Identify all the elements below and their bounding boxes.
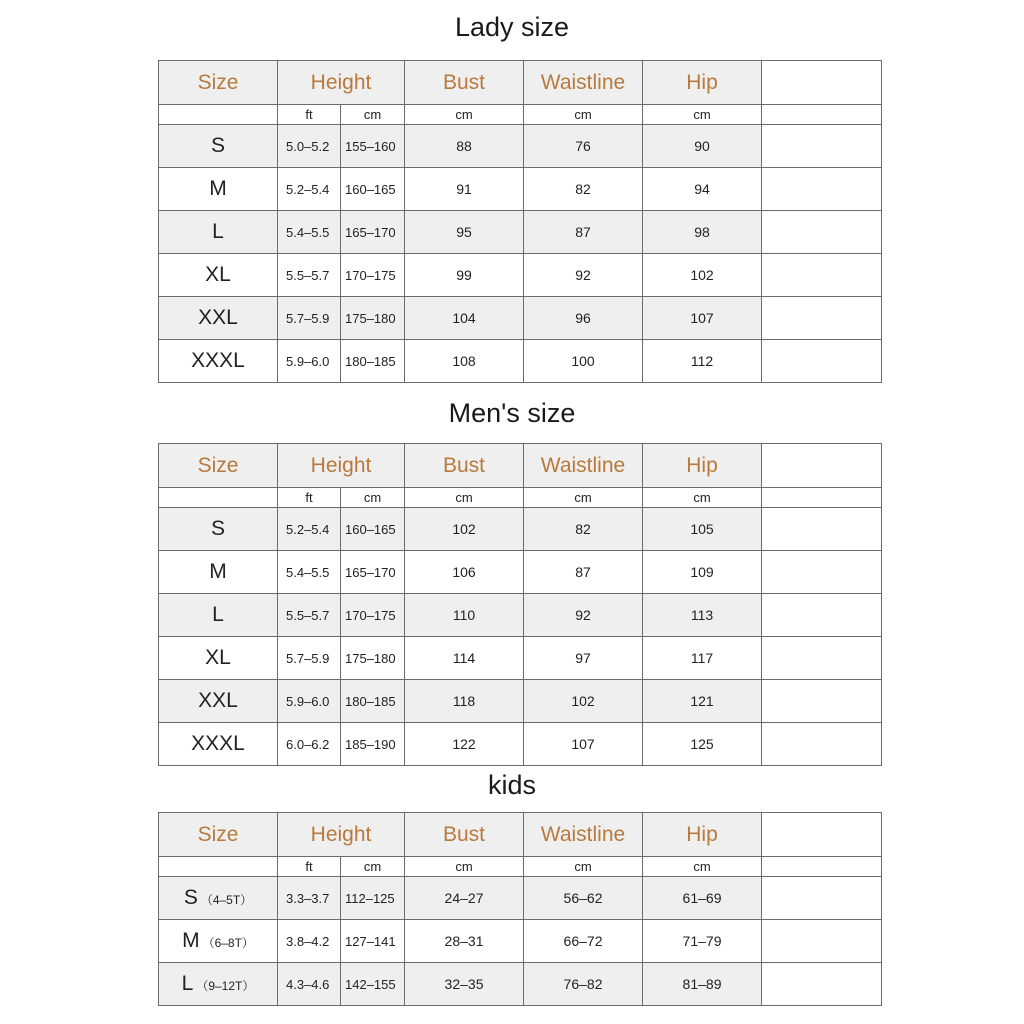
age-range: （6–8T） xyxy=(202,936,254,950)
waist-value: 97 xyxy=(524,637,643,680)
bust-header: Bust xyxy=(405,444,524,488)
height-cm-value: 160–165 xyxy=(341,508,405,551)
unit-bust: cm xyxy=(405,105,524,125)
blank-cell xyxy=(762,680,882,723)
height-ft-value: 5.7–5.9 xyxy=(278,297,341,340)
table-row xyxy=(159,340,882,383)
waist-value: 76 xyxy=(524,125,643,168)
waist-value: 107 xyxy=(524,723,643,766)
unit-cell-blank xyxy=(159,488,278,508)
size-value xyxy=(159,877,278,920)
waist-value: 92 xyxy=(524,594,643,637)
height-ft-value: 5.4–5.5 xyxy=(278,211,341,254)
hip-value: 90 xyxy=(643,125,762,168)
table-row xyxy=(159,680,882,723)
blank-cell xyxy=(762,340,882,383)
bust-value: 95 xyxy=(405,211,524,254)
waistline-header: Waistline xyxy=(524,444,643,488)
blank-cell xyxy=(762,125,882,168)
size-letter: S xyxy=(183,886,198,909)
bust-value: 88 xyxy=(405,125,524,168)
table-row xyxy=(159,168,882,211)
unit-ft: ft xyxy=(278,488,341,508)
unit-ft: ft xyxy=(278,105,341,125)
size-value: XXXL xyxy=(159,340,278,383)
bust-value: 118 xyxy=(405,680,524,723)
blank-cell xyxy=(762,637,882,680)
hip-value: 81–89 xyxy=(643,963,762,1006)
height-header: Height xyxy=(278,813,405,857)
bust-value: 99 xyxy=(405,254,524,297)
height-cm-value: 175–180 xyxy=(341,297,405,340)
size-letter: L xyxy=(181,972,194,995)
waist-value: 76–82 xyxy=(524,963,643,1006)
table-row xyxy=(159,551,882,594)
unit-waist: cm xyxy=(524,488,643,508)
waist-value: 82 xyxy=(524,168,643,211)
waist-value: 87 xyxy=(524,211,643,254)
height-cm-value: 185–190 xyxy=(341,723,405,766)
hip-value: 125 xyxy=(643,723,762,766)
table-row xyxy=(159,125,882,168)
size-header: Size xyxy=(159,61,278,105)
waistline-header: Waistline xyxy=(524,61,643,105)
height-cm-value: 170–175 xyxy=(341,594,405,637)
blank-cell xyxy=(762,723,882,766)
unit-bust: cm xyxy=(405,488,524,508)
lady-size-table xyxy=(158,60,882,383)
unit-cm: cm xyxy=(341,488,405,508)
height-ft-value: 3.8–4.2 xyxy=(278,920,341,963)
height-cm-value: 180–185 xyxy=(341,340,405,383)
size-value: XXL xyxy=(159,297,278,340)
section-title-men: Men's size xyxy=(448,398,576,428)
section-title-kids: kids xyxy=(487,770,536,800)
size-value: XL xyxy=(159,254,278,297)
unit-hip: cm xyxy=(643,857,762,877)
height-cm-value: 165–170 xyxy=(341,211,405,254)
unit-cell-extra xyxy=(762,105,882,125)
unit-hip: cm xyxy=(643,105,762,125)
blank-header-cell xyxy=(762,444,882,488)
bust-value: 102 xyxy=(405,508,524,551)
table-row xyxy=(159,211,882,254)
height-ft-value: 5.2–5.4 xyxy=(278,168,341,211)
height-cm-value: 165–170 xyxy=(341,551,405,594)
size-value: M xyxy=(159,168,278,211)
blank-cell xyxy=(762,211,882,254)
bust-value: 110 xyxy=(405,594,524,637)
blank-cell xyxy=(762,168,882,211)
hip-value: 61–69 xyxy=(643,877,762,920)
kids-size-table xyxy=(158,812,882,1006)
size-letter: M xyxy=(182,929,200,952)
table-row xyxy=(159,877,882,920)
table-row xyxy=(159,963,882,1006)
unit-waist: cm xyxy=(524,105,643,125)
size-value: L xyxy=(159,594,278,637)
blank-cell xyxy=(762,551,882,594)
unit-bust: cm xyxy=(405,857,524,877)
unit-cell-extra xyxy=(762,488,882,508)
section-title-lady: Lady size xyxy=(454,12,570,42)
waistline-header: Waistline xyxy=(524,813,643,857)
table-row xyxy=(159,508,882,551)
blank-cell xyxy=(762,254,882,297)
unit-row xyxy=(159,105,882,125)
height-ft-value: 6.0–6.2 xyxy=(278,723,341,766)
hip-header: Hip xyxy=(643,813,762,857)
height-ft-value: 5.2–5.4 xyxy=(278,508,341,551)
height-cm-value: 142–155 xyxy=(341,963,405,1006)
bust-value: 24–27 xyxy=(405,877,524,920)
hip-value: 94 xyxy=(643,168,762,211)
height-cm-value: 155–160 xyxy=(341,125,405,168)
bust-header: Bust xyxy=(405,61,524,105)
height-cm-value: 170–175 xyxy=(341,254,405,297)
size-value: XL xyxy=(159,637,278,680)
size-header: Size xyxy=(159,813,278,857)
height-cm-value: 180–185 xyxy=(341,680,405,723)
height-ft-value: 5.9–6.0 xyxy=(278,340,341,383)
size-value: S xyxy=(159,508,278,551)
hip-value: 102 xyxy=(643,254,762,297)
table-row xyxy=(159,723,882,766)
height-cm-value: 175–180 xyxy=(341,637,405,680)
height-ft-value: 5.5–5.7 xyxy=(278,594,341,637)
unit-cell-blank xyxy=(159,857,278,877)
height-ft-value: 5.9–6.0 xyxy=(278,680,341,723)
unit-row xyxy=(159,488,882,508)
size-value: L xyxy=(159,211,278,254)
size-value: M xyxy=(159,551,278,594)
height-ft-value: 5.0–5.2 xyxy=(278,125,341,168)
hip-value: 105 xyxy=(643,508,762,551)
unit-hip: cm xyxy=(643,488,762,508)
waist-value: 87 xyxy=(524,551,643,594)
table-row xyxy=(159,297,882,340)
header-row xyxy=(159,813,882,857)
bust-value: 106 xyxy=(405,551,524,594)
hip-value: 109 xyxy=(643,551,762,594)
hip-header: Hip xyxy=(643,61,762,105)
hip-value: 112 xyxy=(643,340,762,383)
blank-cell xyxy=(762,877,882,920)
unit-cm: cm xyxy=(341,857,405,877)
blank-cell xyxy=(762,920,882,963)
hip-value: 121 xyxy=(643,680,762,723)
waist-value: 66–72 xyxy=(524,920,643,963)
mens-size-table xyxy=(158,443,882,766)
waist-value: 82 xyxy=(524,508,643,551)
bust-value: 28–31 xyxy=(405,920,524,963)
height-header: Height xyxy=(278,444,405,488)
waist-value: 96 xyxy=(524,297,643,340)
table-row xyxy=(159,254,882,297)
unit-waist: cm xyxy=(524,857,643,877)
hip-header: Hip xyxy=(643,444,762,488)
blank-header-cell xyxy=(762,813,882,857)
bust-value: 108 xyxy=(405,340,524,383)
waist-value: 100 xyxy=(524,340,643,383)
blank-cell xyxy=(762,963,882,1006)
height-ft-value: 4.3–4.6 xyxy=(278,963,341,1006)
size-value: XXL xyxy=(159,680,278,723)
hip-value: 98 xyxy=(643,211,762,254)
height-cm-value: 160–165 xyxy=(341,168,405,211)
waist-value: 92 xyxy=(524,254,643,297)
bust-value: 91 xyxy=(405,168,524,211)
bust-header: Bust xyxy=(405,813,524,857)
table-row xyxy=(159,594,882,637)
waist-value: 56–62 xyxy=(524,877,643,920)
table-row xyxy=(159,637,882,680)
unit-cell-extra xyxy=(762,857,882,877)
size-value: S xyxy=(159,125,278,168)
waist-value: 102 xyxy=(524,680,643,723)
hip-value: 113 xyxy=(643,594,762,637)
height-ft-value: 5.4–5.5 xyxy=(278,551,341,594)
height-cm-value: 127–141 xyxy=(341,920,405,963)
hip-value: 107 xyxy=(643,297,762,340)
size-value: XXXL xyxy=(159,723,278,766)
bust-value: 104 xyxy=(405,297,524,340)
blank-cell xyxy=(762,594,882,637)
age-range: （4–5T） xyxy=(200,893,253,907)
bust-value: 114 xyxy=(405,637,524,680)
table-row xyxy=(159,920,882,963)
height-cm-value: 112–125 xyxy=(341,877,405,920)
hip-value: 71–79 xyxy=(643,920,762,963)
age-range: （9–12T） xyxy=(196,979,255,993)
unit-cm: cm xyxy=(341,105,405,125)
hip-value: 117 xyxy=(643,637,762,680)
bust-value: 122 xyxy=(405,723,524,766)
size-value xyxy=(159,963,278,1006)
size-header: Size xyxy=(159,444,278,488)
header-row xyxy=(159,61,882,105)
blank-header-cell xyxy=(762,61,882,105)
blank-cell xyxy=(762,297,882,340)
unit-ft: ft xyxy=(278,857,341,877)
size-value xyxy=(159,920,278,963)
blank-cell xyxy=(762,508,882,551)
header-row xyxy=(159,444,882,488)
height-ft-value: 3.3–3.7 xyxy=(278,877,341,920)
height-ft-value: 5.5–5.7 xyxy=(278,254,341,297)
height-ft-value: 5.7–5.9 xyxy=(278,637,341,680)
bust-value: 32–35 xyxy=(405,963,524,1006)
height-header: Height xyxy=(278,61,405,105)
unit-cell-blank xyxy=(159,105,278,125)
unit-row xyxy=(159,857,882,877)
